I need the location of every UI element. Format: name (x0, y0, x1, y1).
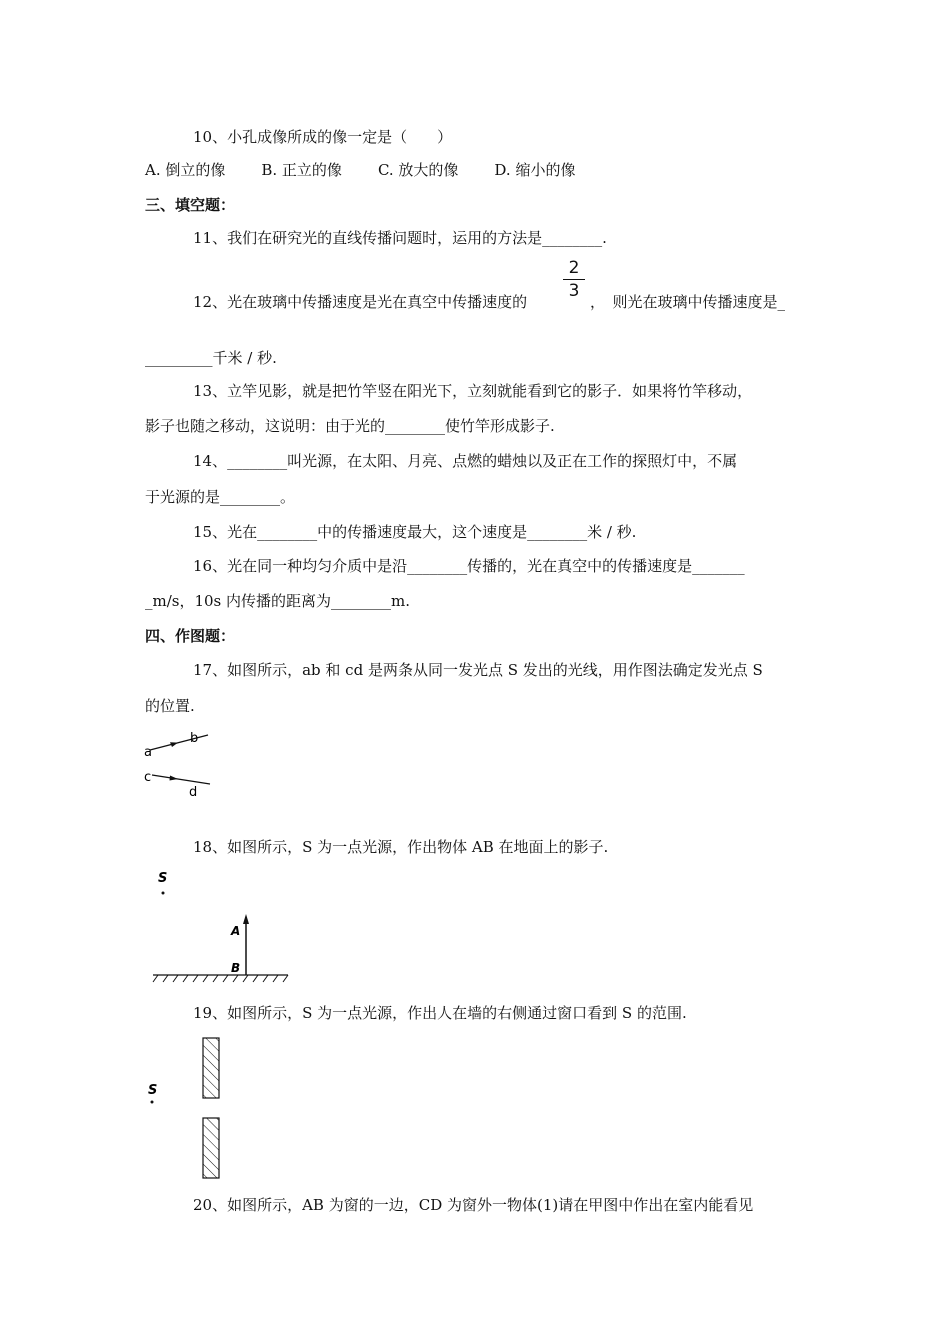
label-a: a (144, 745, 152, 760)
q17-line2: 的位置. (145, 697, 195, 715)
q11-text: 11、我们在研究光的直线传播问题时，运用的方法是________. (193, 229, 607, 247)
q18-text: 18、如图所示，S 为一点光源，作出物体 AB 在地面上的影子. (193, 838, 609, 856)
q19-figure (140, 1032, 240, 1182)
q16-line1: 16、光在同一种均匀介质中是沿________传播的，光在真空中的传播速度是_______ (193, 557, 745, 575)
object-ab-arrowhead (243, 914, 249, 924)
ray-ab (150, 735, 208, 750)
q15-text: 15、光在________中的传播速度最大，这个速度是________米 / 秒. (193, 523, 637, 541)
q10-option-c: C. 放大的像 (377, 161, 459, 179)
q12-line2: _________千米 / 秒. (145, 349, 277, 367)
q12-fraction-numerator: 2 (568, 258, 580, 278)
wall-lower (203, 1118, 219, 1178)
ray-ab-arrow (170, 742, 178, 747)
ground-hatching (153, 975, 288, 982)
label-c: c (144, 770, 152, 785)
q10-option-d: D. 缩小的像 (494, 161, 576, 179)
label-s: S (158, 871, 168, 886)
q10-option-a: A. 倒立的像 (145, 161, 226, 179)
q10-options (145, 160, 611, 180)
wall-upper (203, 1038, 219, 1098)
section-4-heading: 四、作图题： (145, 627, 236, 645)
q14-line2: 于光源的是________。 (145, 488, 296, 506)
label-b: B (231, 961, 241, 975)
q16-line2: _m/s，10s 内传播的距离为________m. (145, 592, 411, 610)
q14-line1: 14、________叫光源，在太阳、月亮、点燃的蜡烛以及正在工作的探照灯中，不属 (193, 452, 738, 470)
q12-fraction (563, 258, 585, 301)
q12-fraction-denominator: 3 (568, 281, 580, 301)
q13-line1: 13、立竿见影，就是把竹竿竖在阳光下，立刻就能看到它的影子．如果将竹竿移动， (193, 382, 753, 400)
label-a: A (231, 924, 241, 938)
section-3-heading: 三、填空题： (145, 196, 236, 214)
q17-figure (140, 728, 220, 804)
q10-stem: 10、小孔成像所成的像一定是（ ） (193, 128, 453, 146)
label-s: S (148, 1083, 158, 1098)
q19-text: 19、如图所示，S 为一点光源，作出人在墙的右侧通过窗口看到 S 的范围. (193, 1004, 687, 1022)
label-b: b (190, 731, 199, 746)
point-source-dot (151, 1101, 154, 1104)
label-d: d (189, 785, 198, 800)
q18-figure (148, 868, 293, 988)
q12-fraction-bar (563, 279, 585, 280)
ray-cd (152, 775, 210, 784)
q20-text: 20、如图所示，AB 为窗的一边，CD 为窗外一物体(1)请在甲图中作出在室内能看见 (193, 1196, 754, 1214)
q13-line2: 影子也随之移动，这说明：由于光的________使竹竿形成影子. (145, 417, 555, 435)
q12-line1-end: ， 则光在玻璃中传播速度是_ (590, 293, 786, 311)
ray-cd-arrow (170, 776, 179, 781)
q17-line1: 17、如图所示，ab 和 cd 是两条从同一发光点 S 发出的光线，用作图法确定发光点 S (193, 661, 763, 679)
q10-option-b: B. 正立的像 (261, 161, 342, 179)
q12-line1: 12、光在玻璃中传播速度是光在真空中传播速度的 (193, 293, 528, 311)
point-source-dot (162, 892, 165, 895)
